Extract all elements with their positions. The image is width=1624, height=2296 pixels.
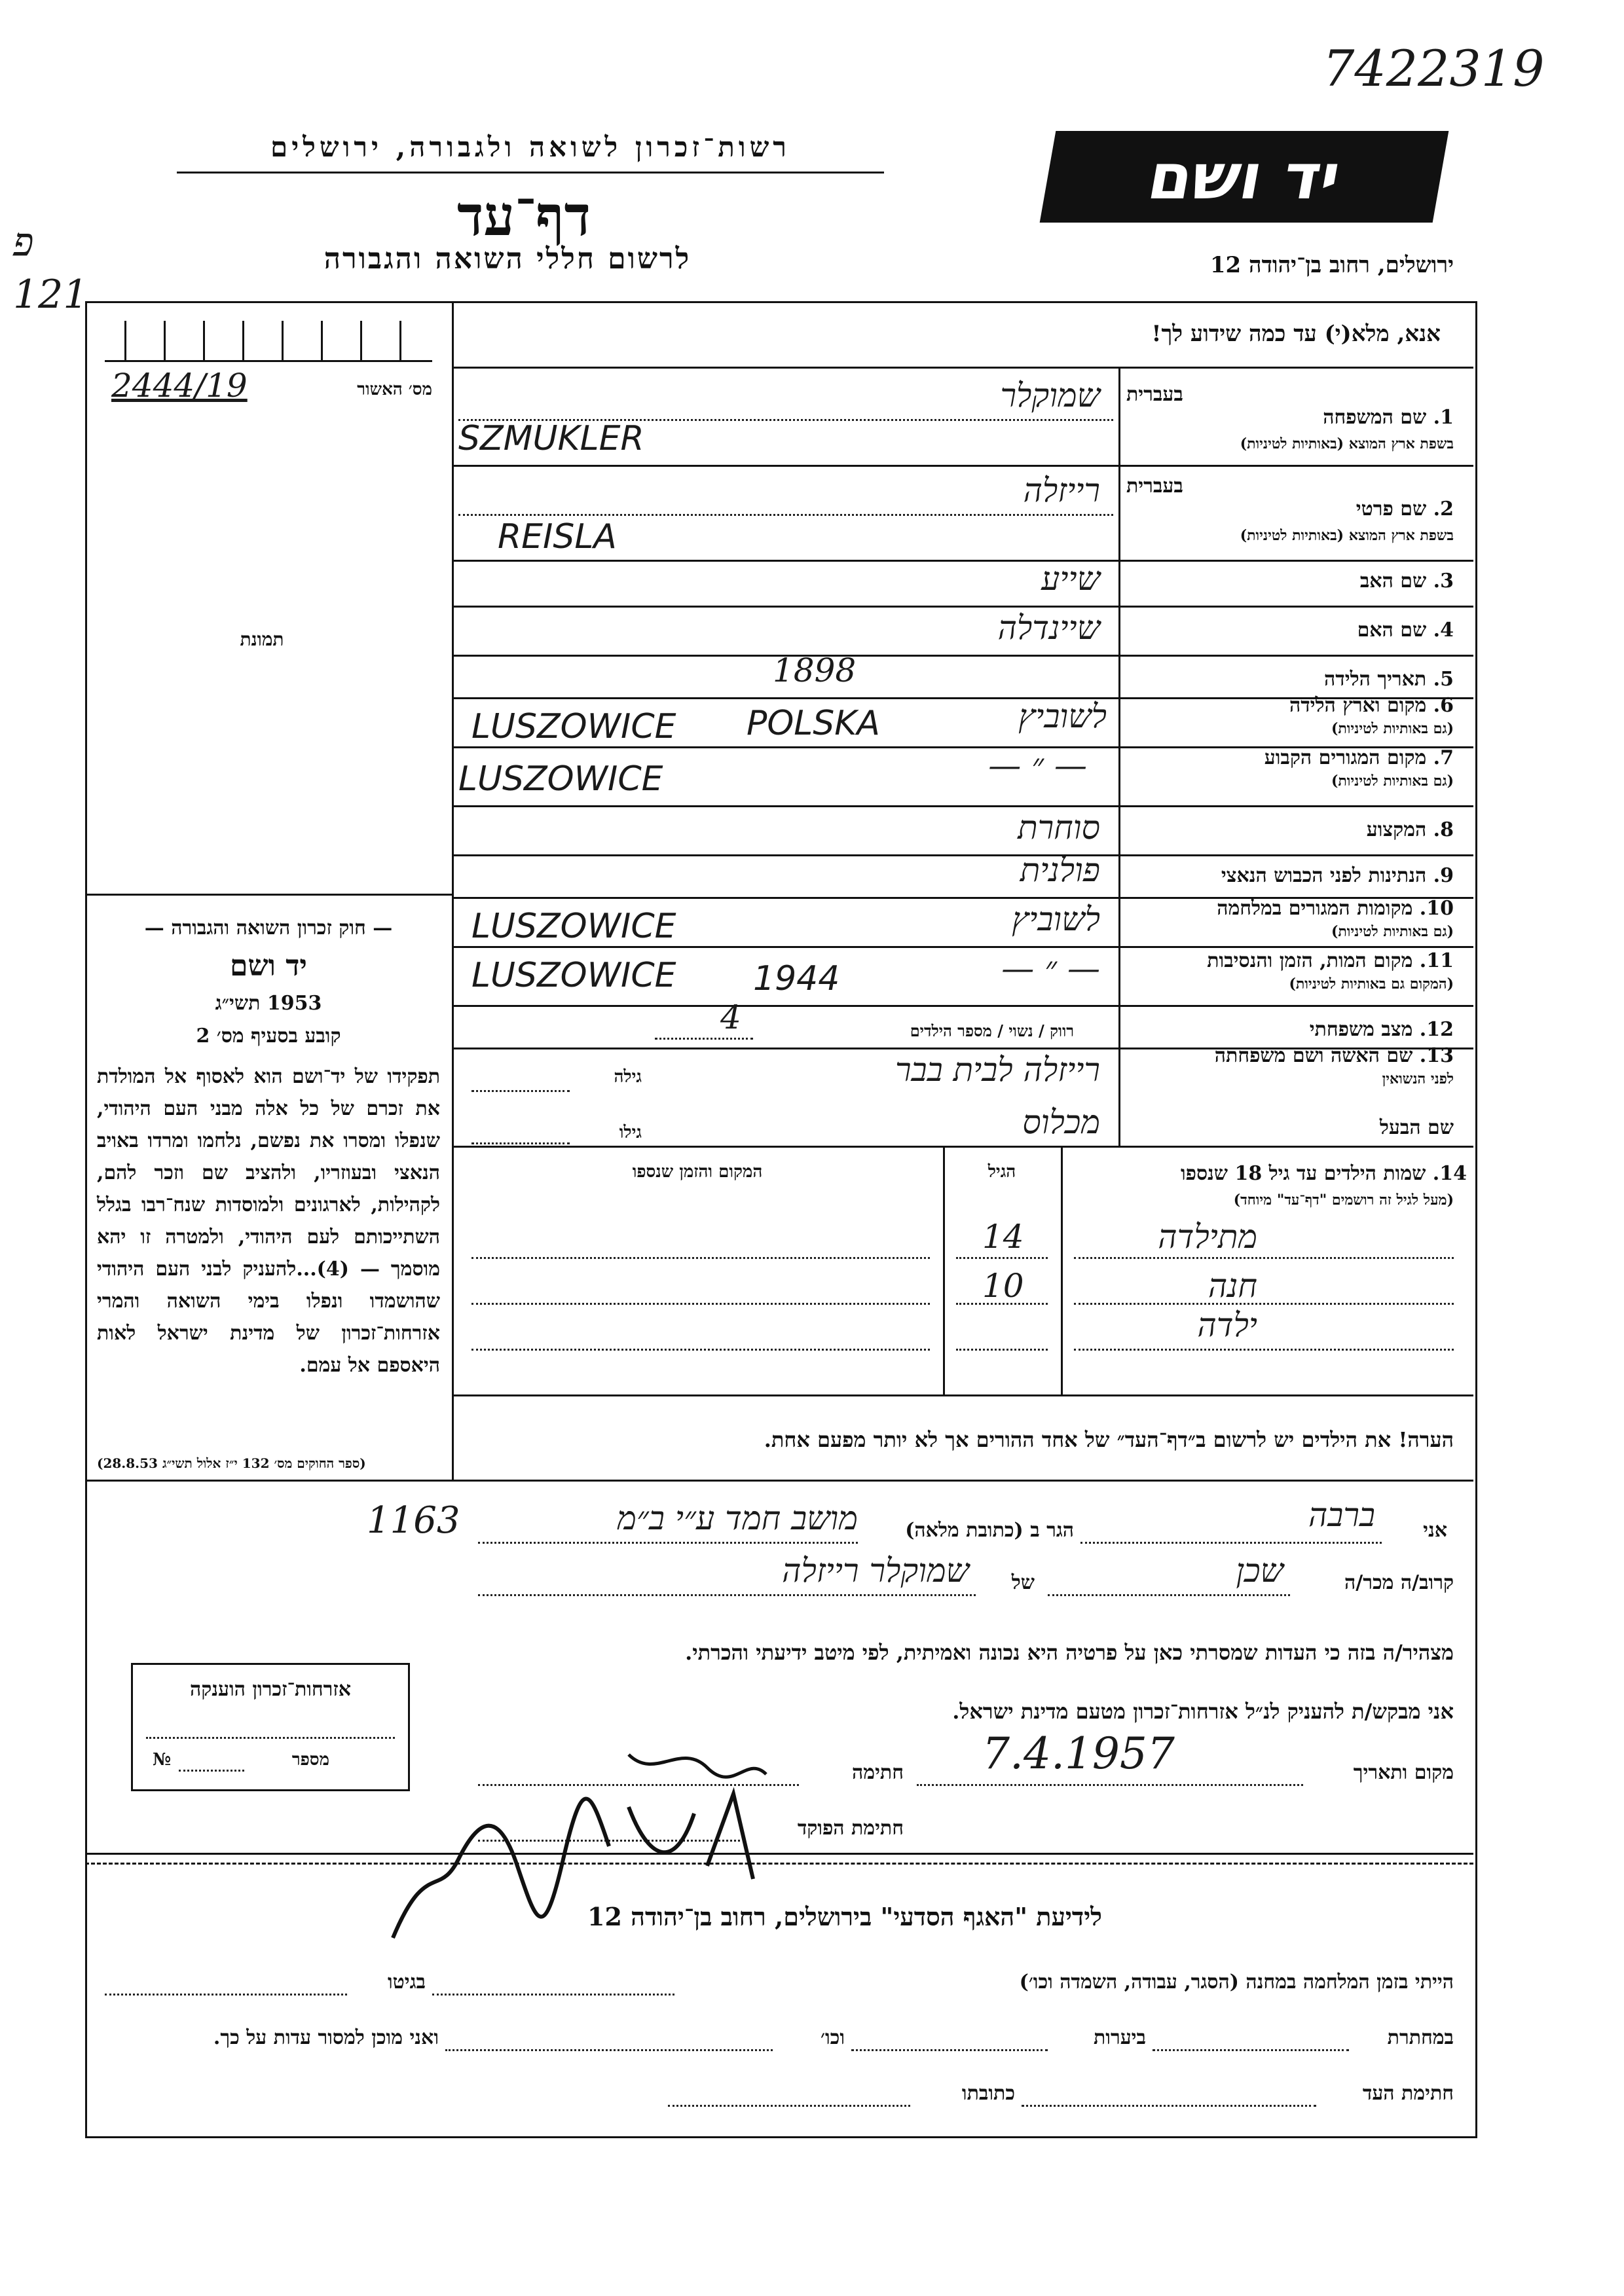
footer-witness-sig: חתימת העד <box>1362 2082 1454 2105</box>
field-2-value-he: רייזלה <box>1023 471 1100 509</box>
footer-line1: הייתי בזמן המלחמה במחנה (הסגר, עבודה, השמדה וכו׳) <box>1019 1971 1454 1994</box>
field-11-value-latin: LUSZOWICE <box>471 956 676 995</box>
registration-label: מס׳ האשור <box>357 380 432 399</box>
child-2-name: חנה <box>1208 1267 1257 1305</box>
field-1-value-he: שמוקלר <box>1000 376 1100 414</box>
field-9-value: פולנית <box>1020 851 1100 889</box>
child-1-name: מתילדה <box>1158 1218 1257 1256</box>
decl-ani-label: אני <box>1423 1519 1447 1542</box>
decl-request: אני מבקש/ת להעניק לנ״ל אזרחות־זכרון מטעם מדינת ישראל. <box>952 1699 1454 1724</box>
form-title: דף־עד <box>456 183 591 248</box>
field-6-sub: (גם באותיות לטיניות) <box>1331 720 1454 737</box>
field-1-sub: בשפת ארץ המוצא (באותיות לטיניות) <box>1240 435 1454 452</box>
footer-witness-addr: כתובתו <box>961 2082 1015 2105</box>
authority-name: רשות־זכרון לשואה ולגבורה, ירושלים <box>270 131 790 163</box>
decl-place-date-value: 7.4.1957 <box>982 1728 1175 1779</box>
registration-ticks <box>105 314 432 362</box>
note: הערה! את הילדים יש לרשום ב״דף־העד״ של אחד ההורים אך לא יותר מפעם אחת. <box>764 1427 1454 1452</box>
field-6-value-latin: LUSZOWICE <box>471 707 676 746</box>
decl-officer-label: חתימת הפוקד <box>797 1817 904 1840</box>
field-10-value-latin: LUSZOWICE <box>471 907 676 946</box>
field-10-sub: (גם באותיות לטיניות) <box>1331 923 1454 940</box>
decl-relation-value: שכן <box>1236 1552 1283 1590</box>
child-1-age: 14 <box>982 1218 1024 1256</box>
field-5-value: 1898 <box>773 651 857 689</box>
field-13-sub: לפני הנשואין <box>1382 1070 1454 1087</box>
decl-of-value: שמוקלר רייזלה <box>782 1552 969 1590</box>
footer-ready: ואני מוכן למסור עדות על כך. <box>213 2026 439 2049</box>
decl-signature-label: חתימה <box>852 1761 904 1784</box>
citizenship-title: אזרחות־זכרון הוענקה <box>189 1678 352 1701</box>
citizenship-box <box>131 1663 410 1791</box>
field-10-value-he: לשוביץ <box>1012 900 1100 938</box>
citizenship-number-prefix: № <box>153 1750 172 1770</box>
husband-age-label: גילו <box>619 1123 642 1142</box>
law-year: 1953 תשי״ג <box>215 992 322 1015</box>
child-3-name: ילדה <box>1197 1306 1257 1344</box>
children-label: 14. שמות הילדים עד גיל 18 שנספו <box>1180 1162 1467 1185</box>
child-2-age: 10 <box>982 1267 1024 1305</box>
field-11-label: 11. מקום המות, הזמן והנסיבות <box>1207 949 1454 972</box>
citizenship-number-label: מספר <box>291 1750 329 1770</box>
law-text: תפקידו של יד־ושם הוא לאסוף אל המולדת את זכרם של כל אלה מבני העם היהודי, שנפלו ומסרו את נפשם, נלחמו ומרדו באויב הנאצי ובעוזריו, ולהציב שם וזכר להם, לקהילות, לארגונים ולמוסדות שנח־רבו בגלל השתייכותם לעם היהודי, ולמטרה זו יהא מוסמך — (4)...להעניק לבני העם היהודי שהושמדו ונפלו בימי השואה והמרי אזרחות־זכרון של מדינת ישראל לאות היאספם אל עמם. <box>97 1065 440 1377</box>
field-8-label: 8. המקצוע <box>1366 818 1454 841</box>
husband-label: שם הבעל <box>1379 1116 1454 1139</box>
children-col-place: המקום והזמן שנספו <box>632 1162 763 1182</box>
decl-statement: מצהיר/ה בזה כי העדות שמסרתי כאן על פרטיה היא נכונה ואמיתית, לפי מיטב ידיעתי והכרתי. <box>685 1640 1454 1665</box>
decl-ani-value: ברבה <box>1308 1496 1375 1534</box>
margin-note: פ 121 <box>13 219 88 318</box>
footer-forests: ביערות <box>1093 2026 1146 2049</box>
decl-of-label: של <box>1011 1571 1035 1594</box>
field-2-label: 2. שם פרטי <box>1356 498 1454 520</box>
instructions: אנא, מלא(י) עד כמה שידוע לך! <box>1151 321 1441 347</box>
field-2-sub: בשפת ארץ המוצא (באותיות לטיניות) <box>1240 527 1454 544</box>
law-clause: קובע בסעיף מס׳ 2 <box>196 1025 341 1048</box>
field-2-value-latin: REISLA <box>498 517 617 556</box>
address: ירושלים, רחוב בן־יהודה 12 <box>1209 252 1454 278</box>
field-3-value: שייע <box>1041 560 1100 598</box>
field-13-age-label: גילה <box>614 1067 642 1087</box>
field-9-label: 9. הנתינות לפני הכבוש הנאצי <box>1221 864 1454 887</box>
children-sub: (מעל לגיל זה רושמים "דף־עד" מיוחד) <box>1233 1192 1454 1209</box>
decl-address-value: מושב חמד ע״י ב״מ <box>617 1499 858 1537</box>
field-11-value-year: 1944 <box>753 959 840 998</box>
field-12-label: 12. מצב משפחתי <box>1309 1018 1454 1041</box>
field-6-value-country: POLSKA <box>747 704 880 743</box>
field-6-value-he: לשוביץ <box>1018 697 1107 735</box>
field-7-value-he: — ״ — <box>988 746 1087 784</box>
field-4-label: 4. שם האם <box>1357 619 1454 642</box>
field-8-value: סוחרת <box>1018 809 1100 847</box>
field-13-label: 13. שם האשה ושם משפחתה <box>1214 1044 1454 1067</box>
footer-title: לידיעת "האגף הסדעי" בירושלים, רחוב בן־יהודה 12 <box>587 1902 1102 1931</box>
field-1-hebrew-tag: בעברית <box>1126 383 1183 406</box>
field-1-label: 1. שם המשפחה <box>1323 406 1454 429</box>
field-1-value-latin: SZMUKLER <box>458 419 644 458</box>
decl-margin-value: 1163 <box>367 1499 460 1542</box>
footer-ghetto: בגיטו <box>387 1971 426 1994</box>
husband-value: מכלוס <box>1022 1103 1100 1141</box>
logo-text: יד ושם <box>1142 140 1346 213</box>
field-7-value-latin: LUSZOWICE <box>458 759 663 799</box>
registration-value: 2444/19 <box>111 367 248 405</box>
field-13-value: רייזלה לבית בבר <box>895 1051 1100 1089</box>
field-12-value: 4 <box>720 998 741 1036</box>
decl-address-label: הגר ב (כתובת מלאה) <box>905 1519 1074 1542</box>
photo-label: תמונת <box>240 629 284 650</box>
field-6-label: 6. מקום וארץ הלידה <box>1289 694 1454 717</box>
field-5-label: 5. תאריך הלידה <box>1324 668 1454 691</box>
field-10-label: 10. מקומות המגורים במלחמה <box>1217 897 1454 920</box>
field-7-label: 7. מקום המגורים הקבוע <box>1264 746 1454 769</box>
field-3-label: 3. שם האב <box>1359 570 1454 592</box>
footer-etc: וכו׳ <box>821 2026 845 2049</box>
decl-relation-label: קרוב/ה מכר/ה <box>1344 1571 1454 1594</box>
field-7-sub: (גם באותיות לטיניות) <box>1331 773 1454 790</box>
decl-place-date-label: מקום ותאריך <box>1353 1761 1454 1784</box>
footer-underground: במחתרת <box>1387 2026 1454 2049</box>
handwritten-id: 7422319 <box>1323 39 1545 98</box>
children-col-age: הגיל <box>987 1162 1016 1182</box>
field-11-sub: (המקום גם באותיות לטיניות) <box>1289 975 1454 993</box>
yad-vashem-logo <box>1040 131 1449 223</box>
field-4-value: שיינדלה <box>997 609 1100 647</box>
law-source: (ספר החוקים מס׳ 132 י״ז אלול תשי״ג 28.8.53) <box>97 1455 366 1471</box>
form-subtitle: לרשום חללי השואה והגבורה <box>323 242 692 276</box>
field-11-value-he: — ״ — <box>1001 949 1100 987</box>
law-title: — חוק זכרון השואה והגבורה — <box>144 917 393 939</box>
field-12-options: רווק / נשוי / מספר הילדים <box>910 1021 1074 1040</box>
law-logo: יד ושם <box>230 949 307 983</box>
field-2-hebrew-tag: בעברית <box>1126 475 1183 498</box>
